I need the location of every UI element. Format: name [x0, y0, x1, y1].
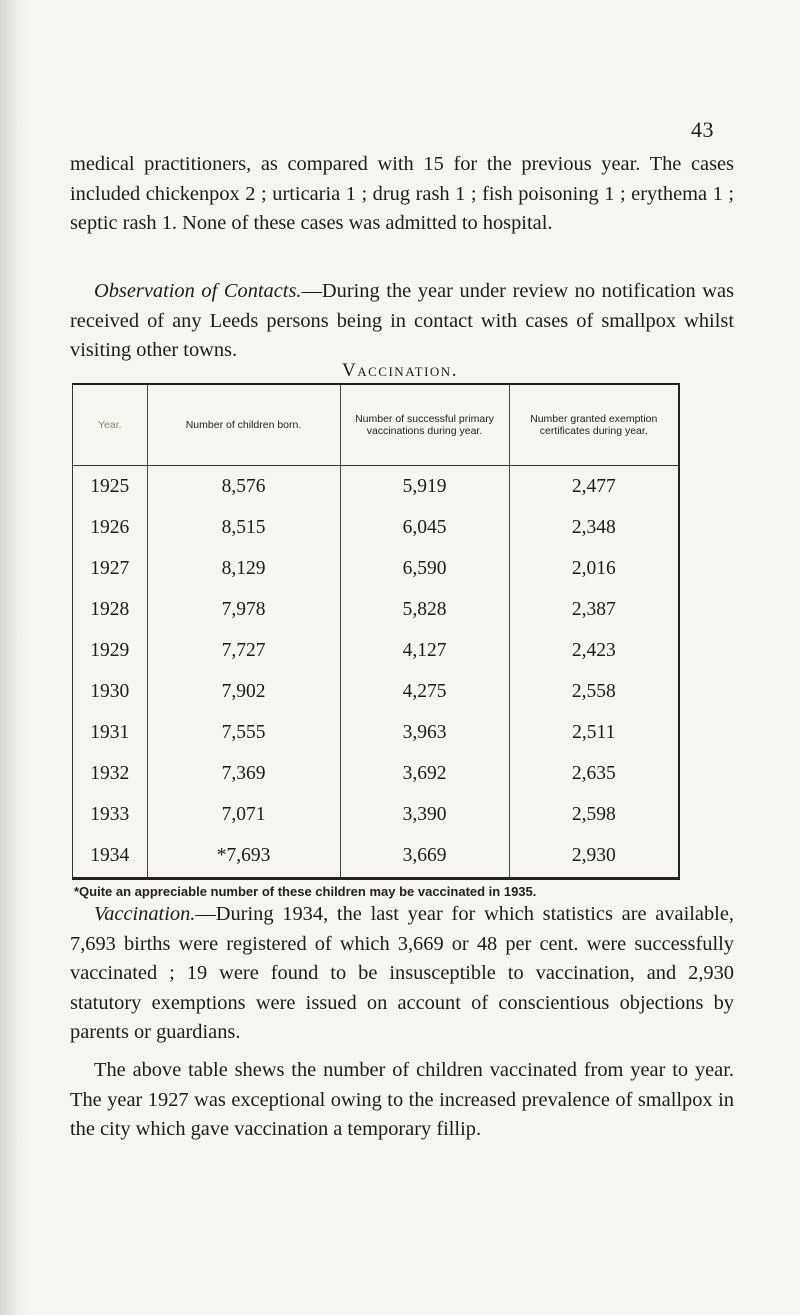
cell-born: *7,693: [147, 836, 340, 877]
cell-vaccinated: 3,692: [340, 754, 509, 795]
paragraph-table-commentary-text: The above table shews the number of children vaccinated from year to year. The year 1927 was exceptional owing to the increased prevalence of smallpox in the city which gave vaccination a temporary fillip.: [70, 1059, 734, 1140]
cell-born: 7,071: [147, 795, 340, 836]
cell-year: 1930: [73, 672, 147, 713]
cell-year: 1928: [73, 590, 147, 631]
cell-exempt: 2,387: [571, 599, 616, 621]
run-in-heading-observation: Observation of Contacts.: [94, 280, 302, 302]
page-number: 43: [691, 117, 714, 142]
table-row: [73, 672, 678, 713]
cell-born: 8,576: [147, 466, 340, 508]
cell-exempt: 2,930: [571, 845, 616, 867]
header-year: Year.: [73, 385, 147, 466]
cell-vaccinated: 3,669: [340, 836, 509, 877]
cell-vaccinated: 4,275: [340, 672, 509, 713]
cell-year: 1931: [73, 713, 147, 754]
cell-born: 7,727: [147, 631, 340, 672]
cell-year: 1925: [73, 466, 147, 508]
header-children-born: Number of children born.: [147, 385, 340, 466]
paragraph-medical-practitioners: medical practitioners, as compared with 15 for the previous year. The cases included chickenpox 2 ; urticaria 1 ; drug rash 1 ; fish poisoning 1 ; erythema 1 ; septic rash 1. None of these cases was admitted to hospital.: [70, 153, 734, 234]
paragraph-vaccination-body: —During 1934, the last year for which statistics are available, 7,693 births were registered of which 3,669 or 48 per cent. were successfully vaccinated ; 19 were found to be insusceptible to vaccination, and 2,930 statutory exemptions were issued on account of conscientious objections by parents or guardians.: [70, 903, 734, 1043]
table-row: [73, 466, 678, 508]
table-row: [73, 549, 678, 590]
cell-born: 7,369: [147, 754, 340, 795]
table-row: [73, 631, 678, 672]
cell-year: 1927: [73, 549, 147, 590]
cell-exempt: 2,016: [571, 558, 616, 580]
cell-year: 1933: [73, 795, 147, 836]
cell-exempt: 2,423: [571, 640, 616, 662]
table-row: [73, 754, 678, 795]
vaccination-table-frame: [72, 383, 680, 880]
table-row: [73, 507, 678, 548]
cell-vaccinated: 4,127: [340, 631, 509, 672]
cell-exempt: 2,558: [571, 681, 616, 703]
cell-year: 1926: [73, 507, 147, 548]
table-header-row: [73, 385, 678, 466]
run-in-heading-vaccination: Vaccination.: [94, 903, 196, 925]
cell-exempt: 2,598: [571, 804, 616, 826]
table-row: [73, 836, 678, 877]
paragraph-table-commentary: [70, 1056, 734, 1145]
cell-born: 7,555: [147, 713, 340, 754]
cell-vaccinated: 5,919: [340, 466, 509, 508]
table-row: [73, 713, 678, 754]
header-exemption-certificates: Number granted exemption certificates during year.: [509, 385, 678, 466]
paragraph-observation-of-contacts: [70, 277, 734, 366]
cell-vaccinated: 5,828: [340, 590, 509, 631]
page-gutter-shadow: [0, 0, 26, 1315]
paragraph-observation-body: —During the year under review no notification was received of any Leeds persons being in contact with cases of smallpox whilst visiting other towns.: [70, 280, 735, 361]
cell-year: 1932: [73, 754, 147, 795]
cell-vaccinated: 3,963: [340, 713, 509, 754]
table-row: [73, 795, 678, 836]
cell-born: 8,515: [147, 507, 340, 548]
cell-vaccinated: 6,045: [340, 507, 509, 548]
header-successful-vaccinations: Number of successful primary vaccinations during year.: [340, 385, 509, 466]
paragraph-vaccination: [70, 900, 734, 1048]
cell-born: 7,978: [147, 590, 340, 631]
cell-year: 1934: [73, 836, 147, 877]
cell-vaccinated: 3,390: [340, 795, 509, 836]
table-row: [73, 590, 678, 631]
section-heading-vaccination: Vaccination.: [342, 360, 458, 381]
cell-exempt: 2,511: [572, 722, 616, 744]
cell-vaccinated: 6,590: [340, 549, 509, 590]
table-footnote: *Quite an appreciable number of these children may be vaccinated in 1935.: [74, 884, 537, 899]
cell-born: 7,902: [147, 672, 340, 713]
cell-born: 8,129: [147, 549, 340, 590]
cell-year: 1929: [73, 631, 147, 672]
cell-exempt: 2,477: [571, 475, 616, 497]
cell-exempt: 2,635: [571, 763, 616, 785]
cell-exempt: 2,348: [571, 517, 616, 538]
vaccination-table: [73, 385, 678, 877]
